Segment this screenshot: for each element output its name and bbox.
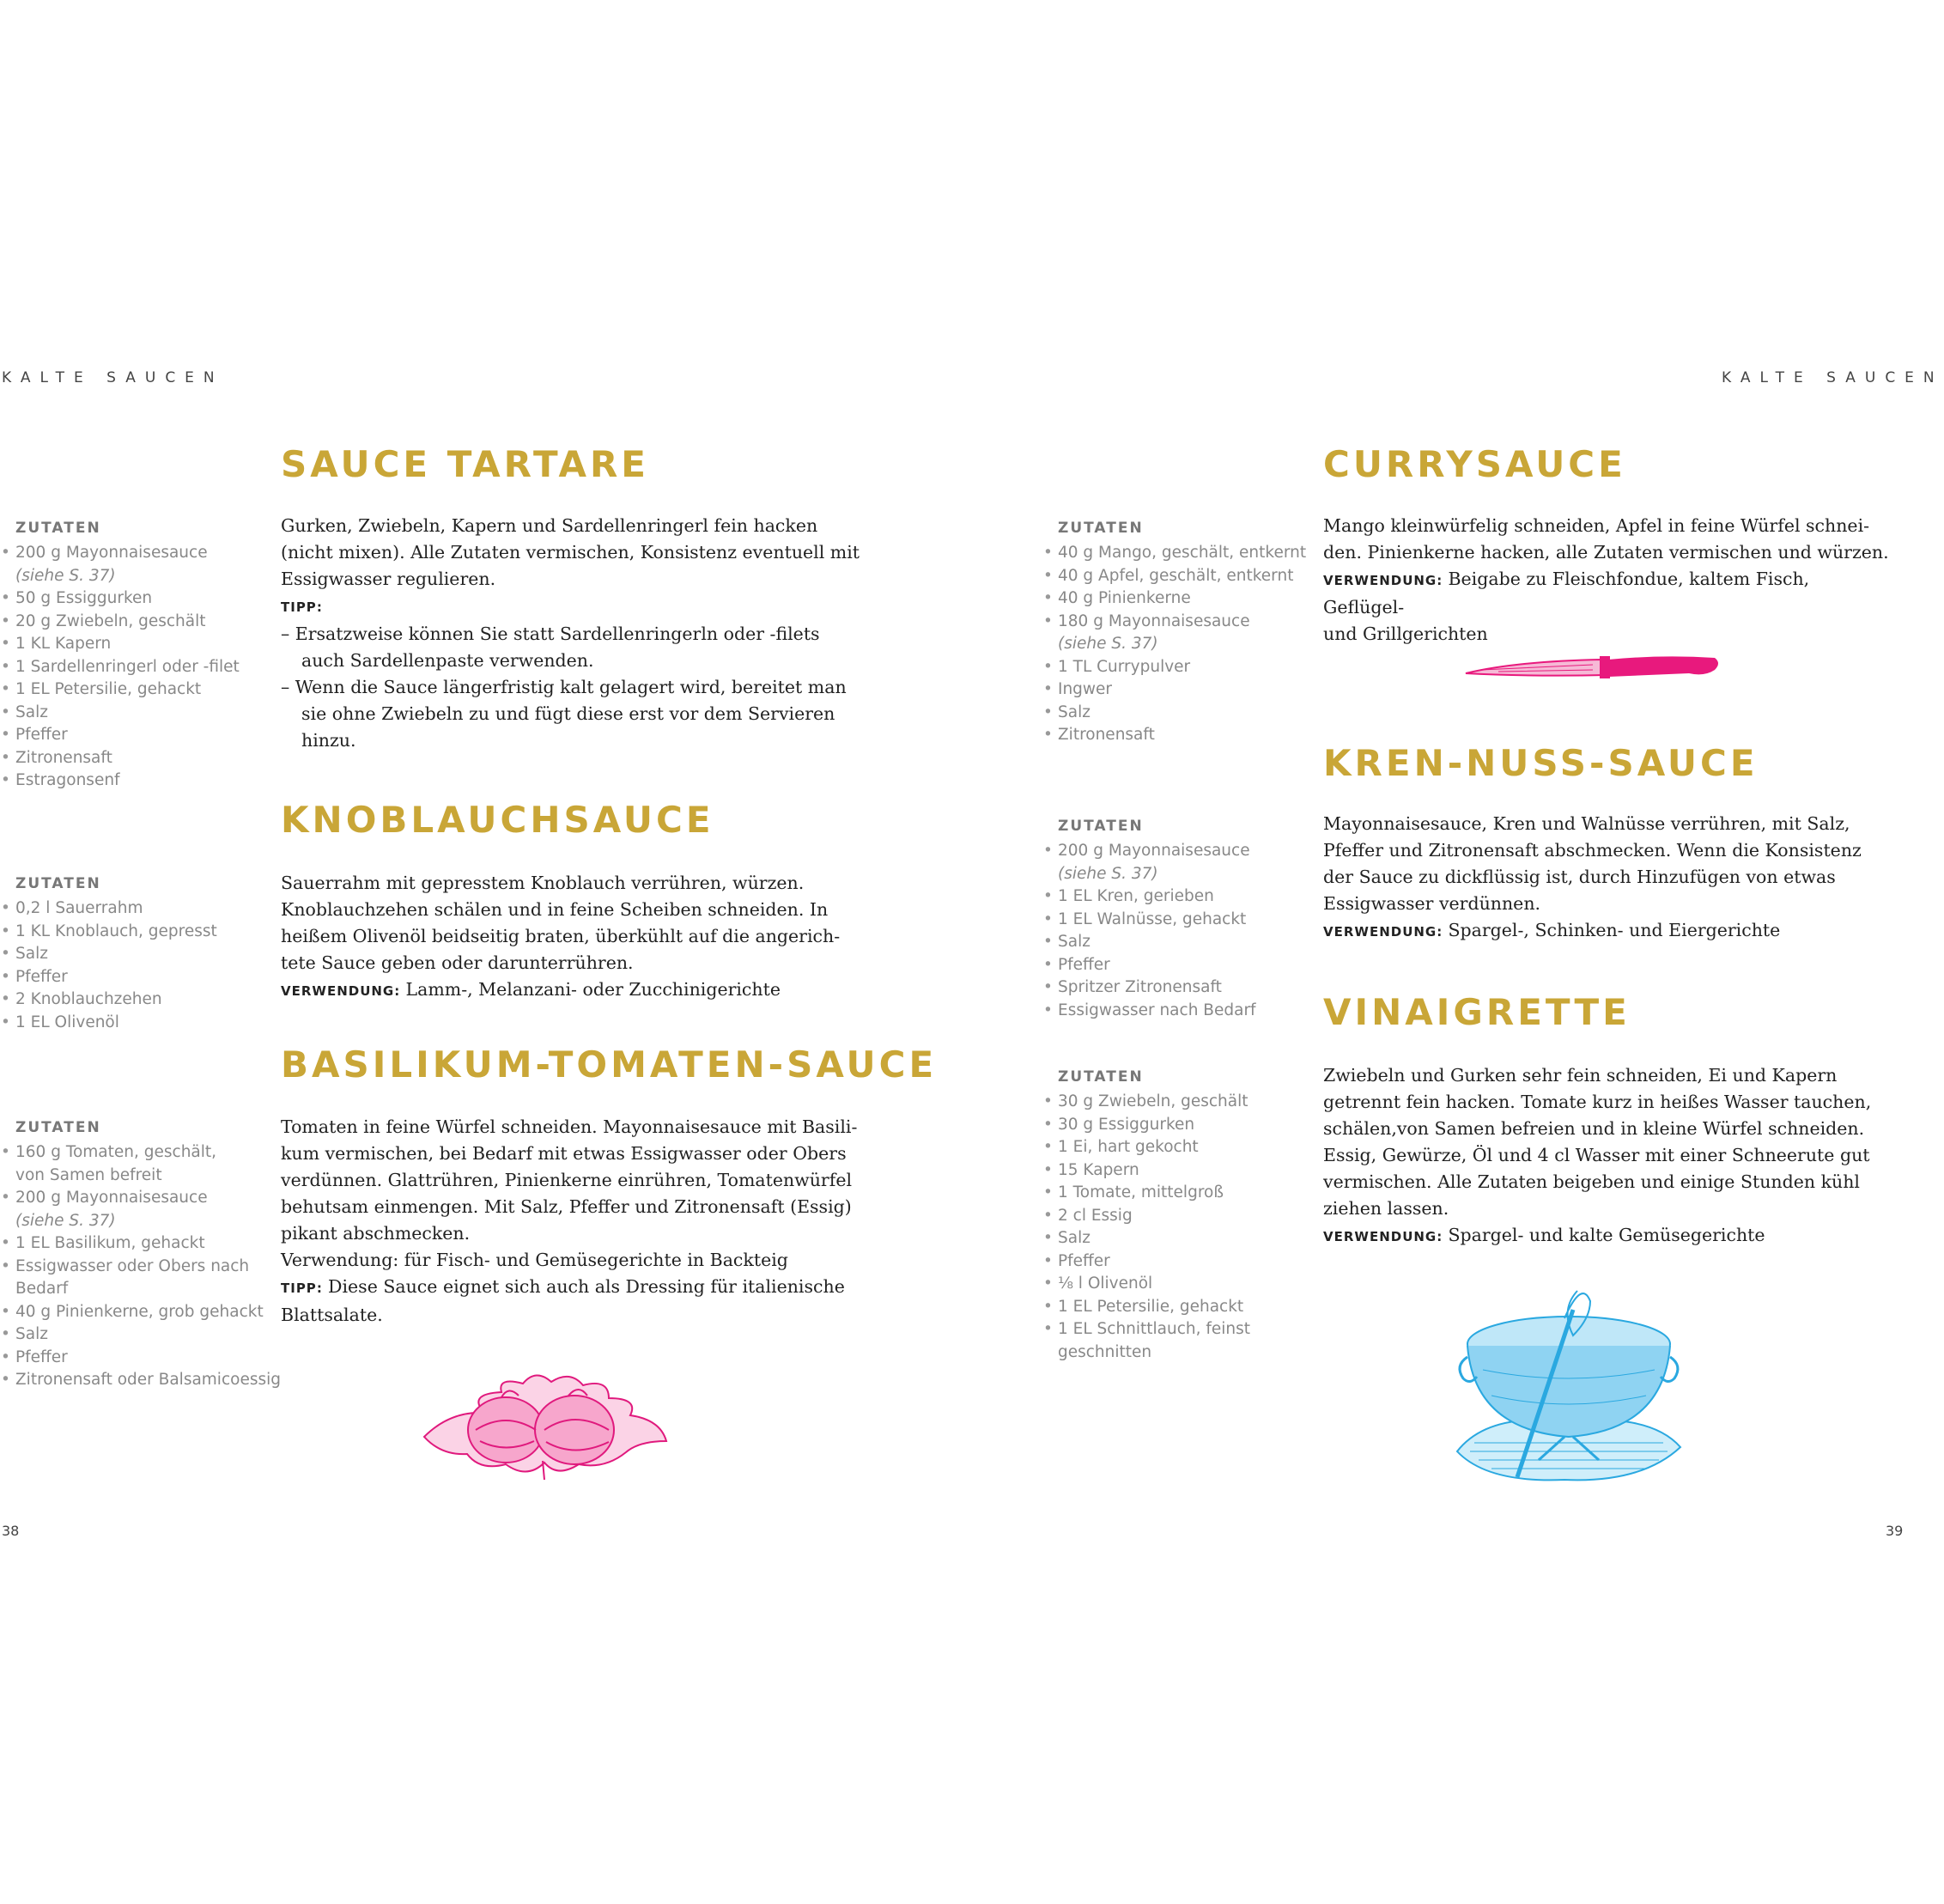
- text-line: Essigwasser verdünnen.: [1323, 893, 1541, 914]
- ingredient-item: von Samen befreit: [15, 1165, 162, 1184]
- ingredient-item: • 40 g Pinienkerne, grob gehackt: [1, 1301, 281, 1324]
- ingredient-item: • 1 TL Currypulver: [1043, 656, 1306, 679]
- ingredient-item: • Zitronensaft oder Balsamicoessig: [1, 1369, 281, 1392]
- text-line: – Wenn die Sauce längerfristig kalt gelagert wird, bereitet man: [281, 677, 847, 697]
- text-line: behutsam einmengen. Mit Salz, Pfeffer und Zitronensaft (Essig): [281, 1196, 852, 1217]
- text-line: Gurken, Zwiebeln, Kapern und Sardellenringerl fein hacken: [281, 515, 818, 536]
- ingredient-item: • Pfeffer: [1, 724, 240, 747]
- ingredients-block-curry: [1043, 520, 1306, 747]
- ingredient-item: • 20 g Zwiebeln, geschält: [1, 611, 240, 634]
- ingredients-list: [1043, 542, 1306, 747]
- text-line: Mango kleinwürfelig schneiden, Apfel in feine Würfel schnei-: [1323, 515, 1870, 536]
- text-line: pikant abschmecken.: [281, 1223, 471, 1244]
- text-line: Sauerrahm mit gepresstem Knoblauch verrühren, würzen.: [281, 873, 805, 893]
- ingredient-item: Bedarf: [15, 1280, 69, 1298]
- running-head-left: KALTE SAUCEN: [2, 369, 224, 386]
- text-line: getrennt fein hacken. Tomate kurz in heißes Wasser tauchen,: [1323, 1092, 1872, 1112]
- ingredient-item: • Pfeffer: [1043, 954, 1256, 977]
- ingredient-item: • 1 EL Olivenöl: [1, 1012, 217, 1035]
- ingredients-list: [1, 542, 240, 793]
- recipe-title-curry: CURRYSAUCE: [1323, 443, 1626, 485]
- text-line: und Grillgerichten: [1323, 624, 1488, 644]
- ingredients-title: ZUTATEN: [1058, 1068, 1144, 1086]
- usage-text: Lamm-, Melanzani- oder Zucchinigerichte: [405, 979, 781, 1000]
- ingredient-item: geschnitten: [1058, 1342, 1152, 1361]
- usage-text: Spargel- und kalte Gemüsegerichte: [1448, 1225, 1765, 1245]
- text-line: Zwiebeln und Gurken sehr fein schneiden, Ei und Kapern: [1323, 1065, 1838, 1086]
- ingredient-item: • Essigwasser nach Bedarf: [1043, 1000, 1256, 1023]
- text-line: der Sauce zu dickflüssig ist, durch Hinzufügen von etwas: [1323, 867, 1836, 887]
- ingredient-item: • 1 EL Basilikum, gehackt: [1, 1232, 281, 1256]
- tip-text: Diese Sauce eignet sich auch als Dressing für italienische: [328, 1276, 845, 1297]
- ingredient-item: • Salz: [1, 1323, 281, 1347]
- text-line: Blattsalate.: [281, 1305, 383, 1325]
- ingredients-list: [1, 1141, 281, 1392]
- ingredient-item: • ⅛ l Olivenöl: [1043, 1273, 1250, 1296]
- ingredient-item: • 1 Sardellenringerl oder -filet: [1, 656, 240, 679]
- text-line: den. Pinienkerne hacken, alle Zutaten vermischen und würzen.: [1323, 542, 1889, 563]
- usage-label: VERWENDUNG: [1323, 924, 1437, 940]
- ingredients-block-knoblauch: [1, 875, 217, 1034]
- ingredient-item: • 1 KL Knoblauch, gepresst: [1, 921, 217, 944]
- recipe-text-tartare: Gurken, Zwiebeln, Kapern und Sardellenringerl fein hacken (nicht mixen). Alle Zutaten vermischen, Konsistenz eventuell mit Essigwasser regulieren. TIPP: – Ersatzweise können Sie statt Sardellenringerln oder -filets auch Sardellenpaste verwenden. – Wenn die Sauce längerfristig kalt gelagert wird, bereitet man sie ohne Zwiebeln zu und fügt diese erst vor dem Servieren hinzu.: [281, 513, 882, 754]
- ingredient-item: (siehe S. 37): [1058, 864, 1158, 883]
- bowl-whisk-illustration-icon: [1453, 1284, 1685, 1486]
- ingredients-block-basilikum: [1, 1119, 281, 1392]
- ingredient-item: • 1 Tomate, mittelgroß: [1043, 1182, 1250, 1205]
- ingredient-item: • 40 g Mango, geschält, entkernt: [1043, 542, 1306, 565]
- usage-label: VERWENDUNG: [281, 983, 395, 999]
- text-line: tete Sauce geben oder darunterrühren.: [281, 952, 634, 973]
- ingredient-item: • 200 g Mayonnaisesauce: [1, 542, 240, 565]
- ingredient-item: • Pfeffer: [1043, 1250, 1250, 1274]
- knife-illustration-icon: [1464, 651, 1722, 690]
- ingredient-item: • Salz: [1, 943, 217, 966]
- ingredients-title: ZUTATEN: [1058, 520, 1144, 537]
- page-number-left: 38: [2, 1523, 20, 1539]
- tip-item: [281, 621, 882, 674]
- ingredient-item: • 1 KL Kapern: [1, 633, 240, 656]
- ingredients-block-vinaigrette: [1043, 1068, 1250, 1364]
- text-line: kum vermischen, bei Bedarf mit etwas Essigwasser oder Obers: [281, 1143, 847, 1164]
- ingredient-item: (siehe S. 37): [1058, 635, 1158, 653]
- ingredient-item: • 1 EL Petersilie, gehackt: [1, 678, 240, 702]
- recipe-title-tartare: SAUCE TARTARE: [281, 443, 649, 485]
- ingredient-item: • 180 g Mayonnaisesauce: [1043, 611, 1306, 634]
- usage-label: VERWENDUNG: [1323, 1229, 1437, 1244]
- ingredient-item: • 2 cl Essig: [1043, 1205, 1250, 1228]
- running-head-right: KALTE SAUCEN: [1722, 369, 1944, 386]
- text-line: Essig, Gewürze, Öl und 4 cl Wasser mit einer Schneerute gut: [1323, 1145, 1870, 1165]
- ingredient-item: • Salz: [1043, 702, 1306, 725]
- text-line: Mayonnaisesauce, Kren und Walnüsse verrühren, mit Salz,: [1323, 813, 1850, 834]
- text-line: vermischen. Alle Zutaten beigeben und einige Stunden kühl: [1323, 1171, 1860, 1192]
- text-line: sie ohne Zwiebeln zu und fügt diese erst vor dem Servieren: [301, 703, 835, 724]
- ingredients-list: [1, 897, 217, 1034]
- recipe-title-basilikum: BASILIKUM-TOMATEN-SAUCE: [281, 1043, 938, 1086]
- ingredient-item: • Pfeffer: [1, 1347, 281, 1370]
- text-line: verdünnen. Glattrühren, Pinienkerne einrühren, Tomatenwürfel: [281, 1170, 853, 1190]
- ingredients-title: ZUTATEN: [15, 520, 101, 537]
- ingredient-item: • 2 Knoblauchzehen: [1, 988, 217, 1012]
- ingredient-item: • Salz: [1043, 1227, 1250, 1250]
- ingredient-item: • 1 EL Kren, gerieben: [1043, 885, 1256, 909]
- ingredient-item: • 50 g Essiggurken: [1, 587, 240, 611]
- ingredient-item: • Estragonsenf: [1, 770, 240, 793]
- text-line: – Ersatzweise können Sie statt Sardellenringerln oder -filets: [281, 624, 820, 644]
- ingredient-item: • 200 g Mayonnaisesauce: [1043, 840, 1256, 863]
- recipe-title-knoblauch: KNOBLAUCHSAUCE: [281, 799, 714, 841]
- ingredients-block-kren: [1043, 818, 1256, 1022]
- ingredient-item: • 200 g Mayonnaisesauce: [1, 1187, 281, 1210]
- ingredient-item: • 160 g Tomaten, geschält,: [1, 1141, 281, 1165]
- ingredient-item: • 1 EL Walnüsse, gehackt: [1043, 909, 1256, 932]
- text-line: (nicht mixen). Alle Zutaten vermischen, Konsistenz eventuell mit: [281, 542, 860, 563]
- ingredient-item: • Spritzer Zitronensaft: [1043, 976, 1256, 1000]
- recipe-text-kren: Mayonnaisesauce, Kren und Walnüsse verrühren, mit Salz, Pfeffer und Zitronensaft abschmecken. Wenn die Konsistenz der Sauce zu dickflüssig ist, durch Hinzufügen von etwas Essigwasser verdünnen. VERWENDUNG: Spargel-, Schinken- und Eiergerichte: [1323, 811, 1890, 946]
- tomato-illustration-icon: [416, 1360, 673, 1480]
- ingredient-item: • Zitronensaft: [1, 747, 240, 770]
- ingredient-item: • 30 g Essiggurken: [1043, 1114, 1250, 1137]
- ingredient-item: • 1 EL Schnittlauch, feinst: [1043, 1318, 1250, 1341]
- recipe-text-knoblauch: Sauerrahm mit gepresstem Knoblauch verrühren, würzen. Knoblauchzehen schälen und in feine Scheiben schneiden. In heißem Olivenöl beidseitig braten, überkühlt auf die angerich- tete Sauce geben oder darunterrühren. VERWENDUNG: Lamm-, Melanzani- oder Zucchinigerichte: [281, 870, 882, 1005]
- ingredients-title: ZUTATEN: [1058, 818, 1144, 835]
- usage-text: Beigabe zu Fleischfondue, kaltem Fisch, Geflügel-: [1323, 569, 1810, 617]
- text-line: auch Sardellenpaste verwenden.: [301, 650, 594, 671]
- recipe-text-vinaigrette: Zwiebeln und Gurken sehr fein schneiden, Ei und Kapern getrennt fein hacken. Tomate kurz in heißes Wasser tauchen, schälen,von Samen befreien und in kleine Würfel schneiden. Essig, Gewürze, Öl und 4 cl Wasser mit einer Schneerute gut vermischen. Alle Zutaten beigeben und einige Stunden kühl ziehen lassen. VERWENDUNG: Spargel- und kalte Gemüsegerichte: [1323, 1062, 1890, 1250]
- ingredient-item: • 30 g Zwiebeln, geschält: [1043, 1091, 1250, 1114]
- text-line: Pfeffer und Zitronensaft abschmecken. Wenn die Konsistenz: [1323, 840, 1862, 861]
- ingredients-title: ZUTATEN: [15, 875, 101, 892]
- ingredient-item: • Ingwer: [1043, 678, 1306, 702]
- ingredient-item: • 1 EL Petersilie, gehackt: [1043, 1296, 1250, 1319]
- ingredient-item: • Zitronensaft: [1043, 724, 1306, 747]
- text-line: hinzu.: [301, 730, 356, 751]
- ingredient-item: • 40 g Apfel, geschält, entkernt: [1043, 565, 1306, 588]
- ingredient-item: • 40 g Pinienkerne: [1043, 587, 1306, 611]
- text-line: Essigwasser regulieren.: [281, 569, 496, 589]
- usage-text: Spargel-, Schinken- und Eiergerichte: [1448, 920, 1781, 940]
- recipe-title-kren: KREN-NUSS-SAUCE: [1323, 742, 1759, 784]
- recipe-text-basilikum: Tomaten in feine Würfel schneiden. Mayonnaisesauce mit Basili- kum vermischen, bei Bedarf mit etwas Essigwasser oder Obers verdünnen. Glattrühren, Pinienkerne einrühren, Tomatenwürfel behutsam einmengen. Mit Salz, Pfeffer und Zitronensaft (Essig) pikant abschmecken. Verwendung: für Fisch- und Gemüsegerichte in Backteig TIPP: Diese Sauce eignet sich auch als Dressing für italienische Blattsalate.: [281, 1114, 882, 1329]
- ingredient-item: • 15 Kapern: [1043, 1159, 1250, 1183]
- text-line: schälen,von Samen befreien und in kleine Würfel schneiden.: [1323, 1118, 1865, 1139]
- recipe-title-vinaigrette: VINAIGRETTE: [1323, 991, 1631, 1033]
- tip-label: TIPP: [281, 1280, 317, 1296]
- tip-item: [281, 674, 882, 754]
- text-line: Knoblauchzehen schälen und in feine Scheiben schneiden. In: [281, 899, 829, 920]
- ingredient-item: • 0,2 l Sauerrahm: [1, 897, 217, 921]
- text-line: ziehen lassen.: [1323, 1198, 1449, 1219]
- ingredient-item: (siehe S. 37): [15, 566, 116, 585]
- text-line: Tomaten in feine Würfel schneiden. Mayonnaisesauce mit Basili-: [281, 1116, 858, 1137]
- ingredients-list: [1043, 840, 1256, 1022]
- ingredients-title: ZUTATEN: [15, 1119, 101, 1136]
- page-number-right: 39: [1886, 1523, 1904, 1539]
- ingredients-block-tartare: [1, 520, 240, 793]
- text-line: Verwendung: für Fisch- und Gemüsegerichte in Backteig: [281, 1250, 788, 1270]
- ingredient-item: • Pfeffer: [1, 966, 217, 989]
- text-line: heißem Olivenöl beidseitig braten, überkühlt auf die angerich-: [281, 926, 841, 946]
- ingredient-item: • 1 Ei, hart gekocht: [1043, 1136, 1250, 1159]
- recipe-text-curry: Mango kleinwürfelig schneiden, Apfel in feine Würfel schnei- den. Pinienkerne hacken, alle Zutaten vermischen und würzen. VERWENDUNG: Beigabe zu Fleischfondue, kaltem Fisch, Geflügel- und Grillgerichten: [1323, 513, 1890, 648]
- ingredients-list: [1043, 1091, 1250, 1364]
- ingredient-item: • Salz: [1043, 931, 1256, 954]
- tip-label: TIPP: [281, 599, 317, 615]
- usage-label: VERWENDUNG: [1323, 573, 1437, 588]
- ingredient-item: • Essigwasser oder Obers nach: [1, 1256, 281, 1279]
- ingredient-item: (siehe S. 37): [15, 1211, 116, 1230]
- ingredient-item: • Salz: [1, 702, 240, 725]
